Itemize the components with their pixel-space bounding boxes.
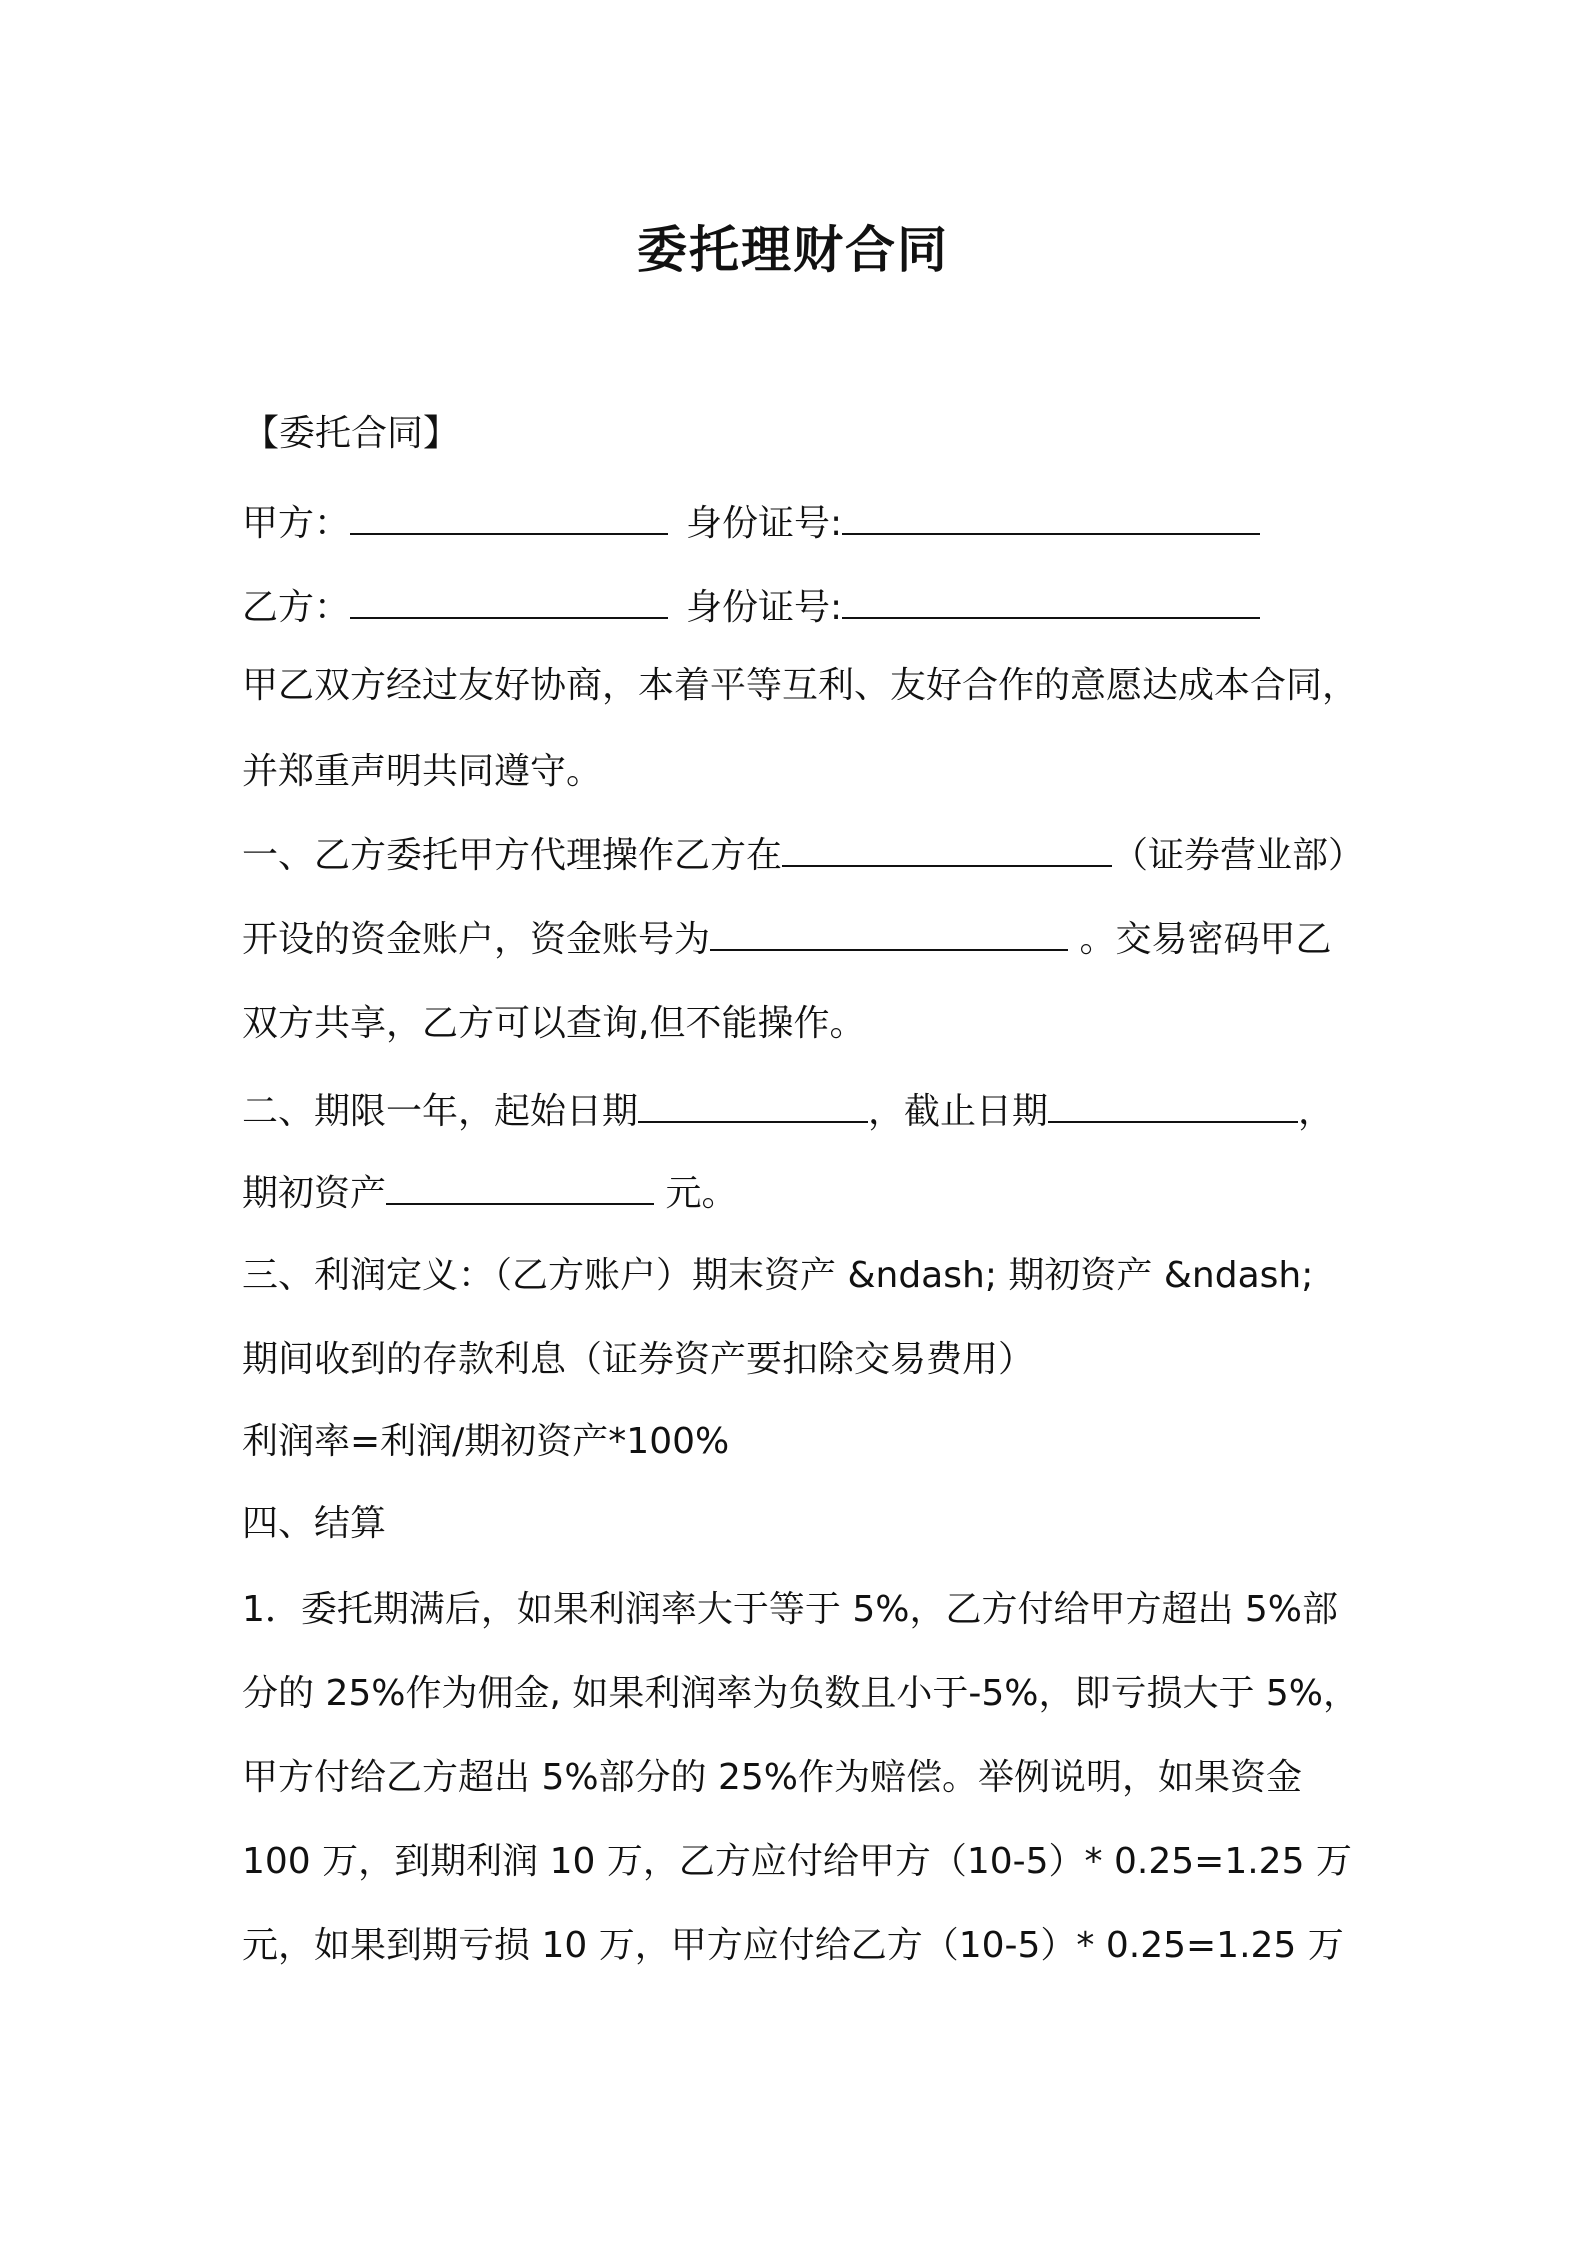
- clause-1-line-3: 双方共享，乙方可以查询,但不能操作。: [242, 1003, 866, 1044]
- clause-2-line-2: [242, 1172, 737, 1216]
- clause-2-text-c: ，: [1298, 1091, 1335, 1132]
- clause-1-line-2: [242, 918, 1331, 962]
- initial-assets-blank: [386, 1173, 654, 1205]
- clause-1-line-1: [242, 834, 1364, 878]
- clause-4-1-line-4: 100 万，到期利润 10 万，乙方应付给甲方（10-5）* 0.25=1.25 万: [242, 1841, 1352, 1882]
- party-a-line: [242, 502, 1260, 546]
- clause-3-line-1: 三、利润定义：（乙方账户）期末资产 &ndash; 期初资产 &ndash;: [242, 1255, 1314, 1296]
- clause-3-formula: 利润率=利润/期初资产*100%: [242, 1421, 730, 1462]
- clause-1-text-a: 一、乙方委托甲方代理操作乙方在: [242, 835, 783, 876]
- intro-line-1: 甲乙双方经过友好协商，本着平等互利、友好合作的意愿达成本合同，: [242, 665, 1359, 706]
- clause-2-text-d: 期初资产: [242, 1173, 387, 1214]
- clause-2-text-b: ，截止日期: [868, 1091, 1049, 1132]
- clause-1-text-c: 开设的资金账户，资金账号为: [242, 919, 711, 960]
- clause-2-text-e: 元。: [654, 1173, 738, 1214]
- party-b-id-label: 身份证号:: [686, 587, 843, 628]
- party-a-id-label: 身份证号:: [686, 503, 843, 544]
- end-date-blank: [1048, 1091, 1298, 1123]
- clause-4-1-line-1: 1．委托期满后，如果利润率大于等于 5%，乙方付给甲方超出 5%部: [242, 1589, 1339, 1630]
- page-title: 委托理财合同: [637, 221, 949, 279]
- clause-4-1-line-3: 甲方付给乙方超出 5%部分的 25%作为赔偿。举例说明，如果资金: [242, 1757, 1303, 1798]
- party-b-id-blank: [842, 587, 1260, 619]
- clause-2-text-a: 二、期限一年，起始日期: [242, 1091, 639, 1132]
- clause-1-text-b: （证券营业部）: [1112, 835, 1365, 876]
- intro-line-2: 并郑重声明共同遵守。: [242, 751, 603, 792]
- party-a-label: 甲方：: [242, 503, 351, 544]
- party-b-name-blank: [350, 587, 668, 619]
- party-a-name-blank: [350, 503, 668, 535]
- clause-4-1-line-2: 分的 25%作为佣金, 如果利润率为负数且小于-5%，即亏损大于 5%，: [242, 1673, 1360, 1714]
- clause-2-line-1: [242, 1090, 1334, 1134]
- account-number-blank: [710, 919, 1068, 951]
- party-b-line: [242, 586, 1260, 630]
- party-b-label: 乙方：: [242, 587, 351, 628]
- clause-3-line-2: 期间收到的存款利息（证券资产要扣除交易费用）: [242, 1339, 1035, 1380]
- clause-1-text-d: 。交易密码甲乙: [1068, 919, 1332, 960]
- clause-4-heading: 四、结算: [242, 1503, 387, 1544]
- start-date-blank: [638, 1091, 868, 1123]
- clause-4-1-line-5: 元，如果到期亏损 10 万，甲方应付给乙方（10-5）* 0.25=1.25 万: [242, 1925, 1344, 1966]
- party-a-id-blank: [842, 503, 1260, 535]
- securities-branch-blank: [782, 835, 1112, 867]
- section-heading: 【委托合同】: [243, 413, 460, 454]
